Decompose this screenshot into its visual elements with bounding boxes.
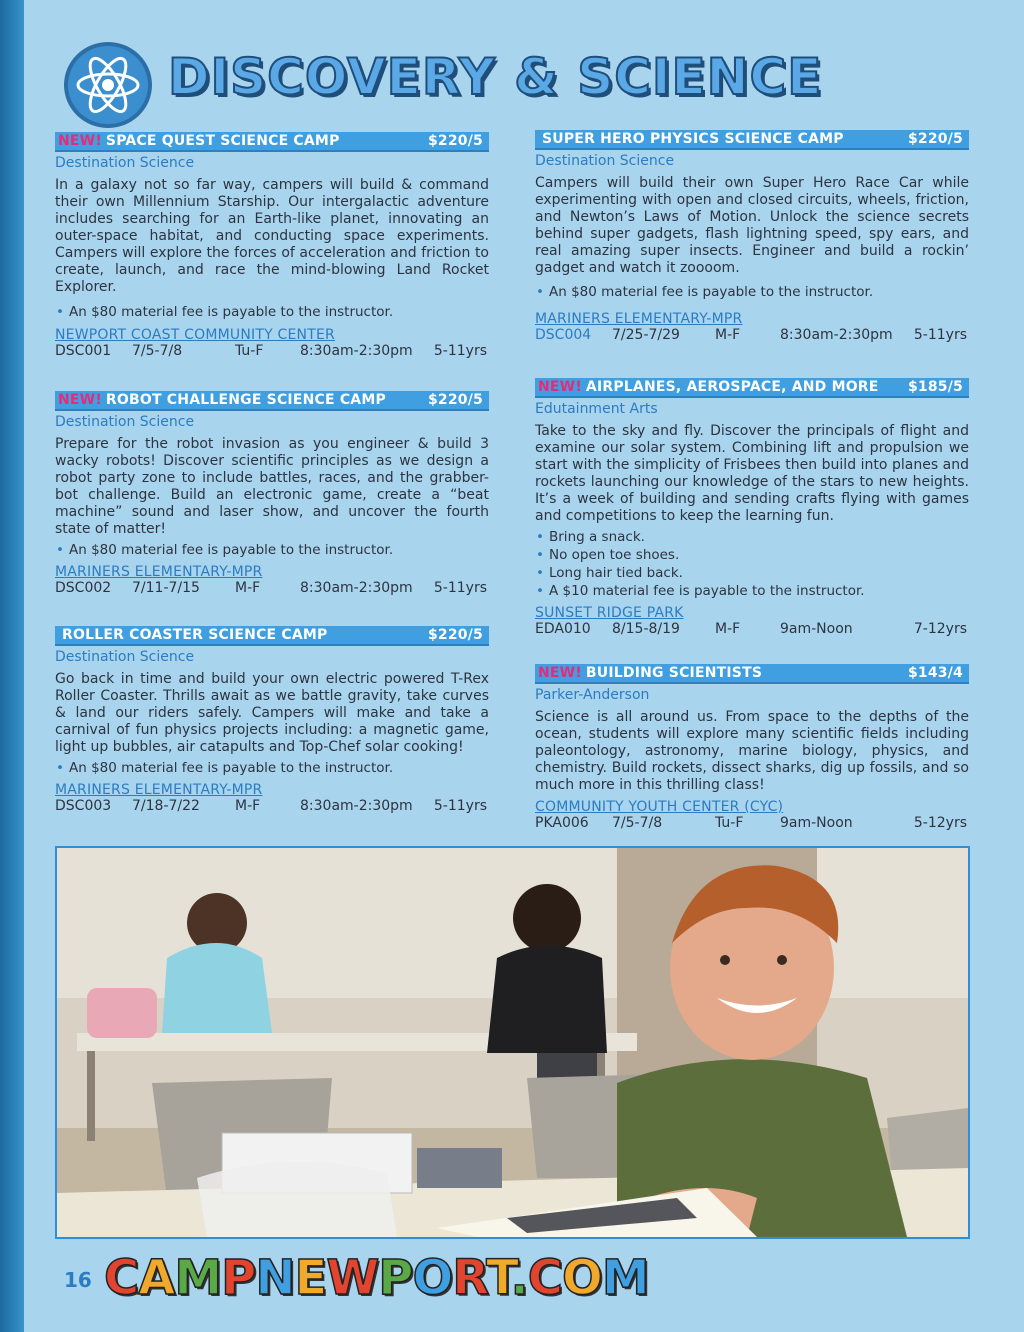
listing-note: • No open toe shoes. xyxy=(535,546,969,564)
listing-schedule xyxy=(535,327,969,345)
course-dates: 7/25-7/29 xyxy=(612,327,680,343)
listing-notes xyxy=(535,528,969,600)
listing-provider: Destination Science xyxy=(55,649,195,665)
site-url-link[interactable] xyxy=(104,1250,649,1306)
listing-title-bar xyxy=(535,378,969,398)
site-url-letter: P xyxy=(221,1250,256,1306)
atom-icon xyxy=(64,42,152,128)
site-url-letter: E xyxy=(294,1250,327,1306)
listing-price: $143/4 xyxy=(907,665,963,681)
new-tag: NEW! xyxy=(58,133,102,149)
listing-name: AIRPLANES, AEROSPACE, AND MORE xyxy=(585,379,879,395)
course-code: EDA010 xyxy=(535,621,591,637)
site-url-letter: M xyxy=(601,1250,649,1306)
site-url-letter: W xyxy=(326,1250,379,1306)
course-time: 8:30am-2:30pm xyxy=(300,580,413,596)
listing-description: Take to the sky and fly. Discover the principals of flight and examine our solar system. Combining lift and propulsion we start with the simplicity of Frisbees then build into planes and rockets launching our knowledge of the stars to new heights. It’s a week of building and sending crafts flying with games and competitions to keep the learning fun. xyxy=(535,423,969,524)
listing-location-link[interactable]: SUNSET RIDGE PARK xyxy=(535,605,684,621)
site-url-letter: N xyxy=(255,1250,295,1306)
course-ages: 5-11yrs xyxy=(913,327,967,343)
listing-schedule xyxy=(535,621,969,639)
listing-description: In a galaxy not so far way, campers will build & command their own Millennium Starship. Our intergalactic adventure includes searching for an Earth-like planet, innovating an outer-space habitat, and conducting space experiments. Campers will explore the forces of acceleration and friction to create, launch, and race the mind-blowing Land Rocket Explorer. xyxy=(55,177,489,295)
new-tag: NEW! xyxy=(538,665,582,681)
site-url-letter: T xyxy=(486,1250,511,1306)
course-dates: 7/11-7/15 xyxy=(132,580,200,596)
course-time: 8:30am-2:30pm xyxy=(300,798,413,814)
listing-location-link[interactable]: MARINERS ELEMENTARY-MPR xyxy=(55,782,263,798)
listing-price: $220/5 xyxy=(427,392,483,408)
course-code: DSC003 xyxy=(55,798,112,814)
site-url-letter: C xyxy=(527,1250,562,1306)
listing-schedule xyxy=(55,343,489,361)
course-code: DSC004 xyxy=(535,327,592,343)
course-days: M-F xyxy=(715,327,741,343)
course-time: 9am-Noon xyxy=(780,621,853,637)
listing-name: SUPER HERO PHYSICS SCIENCE CAMP xyxy=(542,131,844,147)
site-url-letter: P xyxy=(378,1250,413,1306)
course-code: DSC002 xyxy=(55,580,112,596)
course-time: 9am-Noon xyxy=(780,815,853,831)
listing-location-link[interactable]: MARINERS ELEMENTARY-MPR xyxy=(55,564,263,580)
course-dates: 8/15-8/19 xyxy=(612,621,680,637)
course-ages: 5-11yrs xyxy=(433,343,487,359)
listing-notes xyxy=(55,303,489,321)
section-header xyxy=(64,42,823,128)
listing-robot-challenge xyxy=(55,391,489,598)
listing-price: $220/5 xyxy=(427,627,483,643)
left-edge-stripe xyxy=(0,0,24,1332)
course-code: DSC001 xyxy=(55,343,112,359)
listing-name: ROLLER COASTER SCIENCE CAMP xyxy=(62,627,328,643)
listing-description: Science is all around us. From space to the depths of the ocean, students will explore many scientific fields including paleontology, astronomy, marine biology, physics, and chemistry. Build rockets, dissect sharks, dig up fossils, and so much more in this thrilling class! xyxy=(535,709,969,793)
listing-space-quest xyxy=(55,132,489,361)
course-ages: 5-11yrs xyxy=(433,580,487,596)
listing-title-bar xyxy=(535,664,969,684)
listing-description: Prepare for the robot invasion as you engineer & build 3 wacky robots! Discover scientific principles as we design a robot party zone to include battles, races, and the grabber-bot challenge. Build an electronic game, create a “beat machine” sound and laser show, and uncover the fourth state of matter! xyxy=(55,436,489,537)
course-dates: 7/5-7/8 xyxy=(132,343,183,359)
course-days: M-F xyxy=(715,621,741,637)
listing-title-bar xyxy=(535,130,969,150)
listing-provider: Destination Science xyxy=(55,155,195,171)
site-url-letter: C xyxy=(104,1250,139,1306)
listing-description: Campers will build their own Super Hero Race Car while experimenting with open and closed circuits, wheels, friction, and Newton’s Laws of Motion. Unlock the science secrets behind super gadgets, flash lightning speed, spy ears, and real amazing super insects. Engineer and build a rockin’ gadget and watch it zoooom. xyxy=(535,175,969,276)
listing-location-link[interactable]: NEWPORT COAST COMMUNITY CENTER xyxy=(55,327,335,343)
listing-building-scientists xyxy=(535,664,969,833)
listing-note: • Long hair tied back. xyxy=(535,564,969,582)
listing-notes xyxy=(535,283,969,301)
listing-title-bar xyxy=(55,626,489,646)
site-url-letter: A xyxy=(138,1250,175,1306)
listing-name: BUILDING SCIENTISTS xyxy=(585,665,763,681)
listing-roller-coaster xyxy=(55,626,489,816)
course-ages: 7-12yrs xyxy=(913,621,967,637)
listing-provider: Destination Science xyxy=(535,153,675,169)
listing-price: $185/5 xyxy=(907,379,963,395)
listing-name: ROBOT CHALLENGE SCIENCE CAMP xyxy=(105,392,386,408)
page-number: 16 xyxy=(64,1268,92,1292)
course-time: 8:30am-2:30pm xyxy=(780,327,893,343)
listing-schedule xyxy=(55,798,489,816)
listing-super-hero-physics xyxy=(535,130,969,345)
new-tag: NEW! xyxy=(538,379,582,395)
course-time: 8:30am-2:30pm xyxy=(300,343,413,359)
listing-title-bar xyxy=(55,132,489,152)
listing-location-link[interactable]: MARINERS ELEMENTARY-MPR xyxy=(535,311,743,327)
listing-description: Go back in time and build your own electric powered T-Rex Roller Coaster. Thrills await as we battle gravity, take curves & land our riders safely. Campers will make and take a carnival of fun physics projects including: a magnetic game, light up bubbles, air catapults and Top-Chef solar cooking! xyxy=(55,671,489,755)
listing-note: • An $80 material fee is payable to the instructor. xyxy=(535,283,969,301)
listing-airplanes-aerospace xyxy=(535,378,969,639)
listing-provider: Edutainment Arts xyxy=(535,401,658,417)
course-days: Tu-F xyxy=(715,815,744,831)
course-dates: 7/5-7/8 xyxy=(612,815,663,831)
site-url-letter: O xyxy=(412,1250,453,1306)
course-code: PKA006 xyxy=(535,815,589,831)
listing-price: $220/5 xyxy=(907,131,963,147)
listing-location-link[interactable]: COMMUNITY YOUTH CENTER (CYC) xyxy=(535,799,784,815)
course-days: M-F xyxy=(235,798,261,814)
site-url-letter: M xyxy=(174,1250,222,1306)
listing-price: $220/5 xyxy=(427,133,483,149)
course-days: Tu-F xyxy=(235,343,264,359)
listing-note: • An $80 material fee is payable to the instructor. xyxy=(55,759,489,777)
new-tag: NEW! xyxy=(58,392,102,408)
section-title: DISCOVERY & SCIENCE xyxy=(168,48,823,106)
listing-note: • An $80 material fee is payable to the instructor. xyxy=(55,303,489,321)
course-ages: 5-12yrs xyxy=(913,815,967,831)
listing-schedule xyxy=(55,580,489,598)
course-dates: 7/18-7/22 xyxy=(132,798,200,814)
camp-photo-illustration xyxy=(57,848,968,1237)
listing-name: SPACE QUEST SCIENCE CAMP xyxy=(105,133,340,149)
camp-photo xyxy=(55,846,970,1239)
listing-note: • An $80 material fee is payable to the instructor. xyxy=(55,541,489,559)
listing-note: • A $10 material fee is payable to the instructor. xyxy=(535,582,969,600)
course-days: M-F xyxy=(235,580,261,596)
site-url-letter: R xyxy=(452,1250,487,1306)
site-url-letter: . xyxy=(510,1250,528,1306)
listing-provider: Parker-Anderson xyxy=(535,687,650,703)
listing-provider: Destination Science xyxy=(55,414,195,430)
site-url-letter: O xyxy=(562,1250,602,1306)
listing-title-bar xyxy=(55,391,489,411)
listing-note: • Bring a snack. xyxy=(535,528,969,546)
listing-schedule xyxy=(535,815,969,833)
course-ages: 5-11yrs xyxy=(433,798,487,814)
listing-notes xyxy=(55,759,489,777)
listing-notes xyxy=(55,541,489,559)
